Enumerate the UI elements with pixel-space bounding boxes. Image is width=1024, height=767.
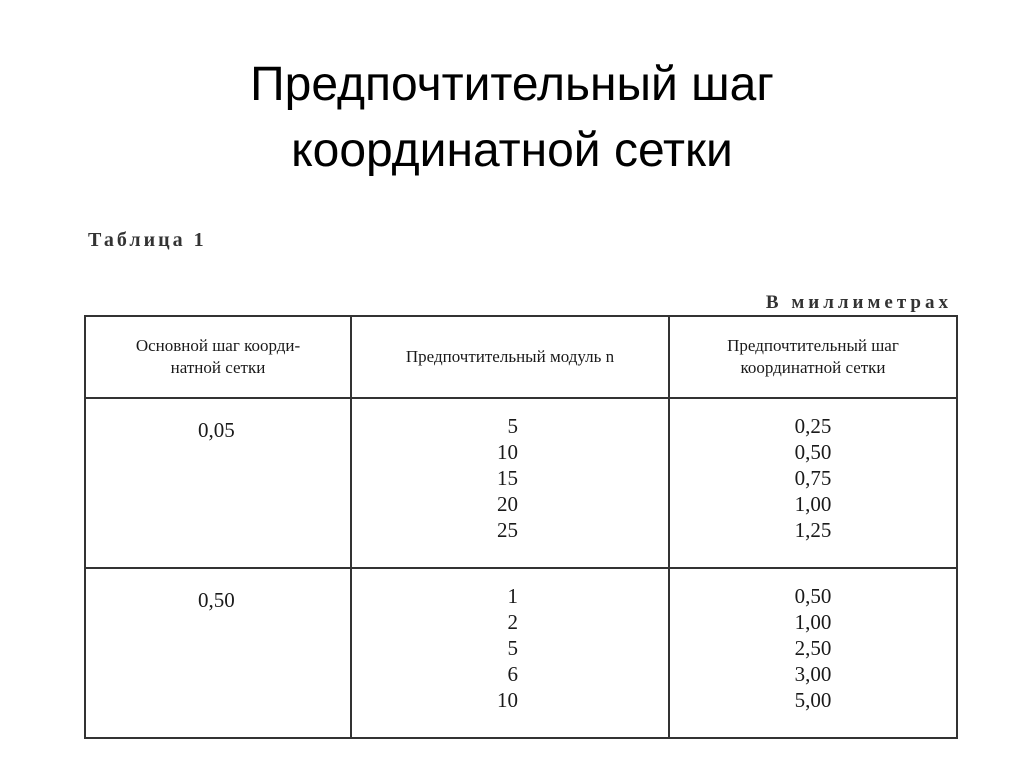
module-value: 5 bbox=[507, 636, 518, 660]
header-base-step-line-1: Основной шаг коорди- bbox=[135, 336, 301, 355]
header-base-step-line-2: натной сетки bbox=[170, 358, 266, 377]
slide-title-line-1: Предпочтительный шаг bbox=[250, 58, 774, 111]
header-preferred-step bbox=[669, 316, 957, 398]
preferred-step-value: 5,00 bbox=[794, 688, 832, 712]
preferred-step-value: 2,50 bbox=[794, 636, 832, 660]
module-value: 1 bbox=[507, 584, 518, 608]
module-cell bbox=[351, 398, 669, 568]
header-preferred-step-line-2: координатной сетки bbox=[740, 358, 886, 377]
table-caption: Таблица 1 bbox=[88, 229, 207, 251]
module-cell bbox=[351, 568, 669, 738]
preferred-step-value: 0,50 bbox=[794, 584, 832, 608]
module-value: 10 bbox=[497, 440, 518, 464]
module-value: 6 bbox=[507, 662, 518, 686]
preferred-step-cell bbox=[669, 398, 957, 568]
base-step-cell: 0,50 bbox=[85, 568, 351, 738]
table-row bbox=[85, 398, 957, 568]
preferred-step-value: 1,25 bbox=[794, 518, 832, 542]
preferred-step-cell bbox=[669, 568, 957, 738]
units-note: В миллиметрах bbox=[765, 292, 952, 313]
module-value: 2 bbox=[507, 610, 518, 634]
preferred-step-value: 0,75 bbox=[794, 466, 832, 490]
slide-title-line-2: координатной сетки bbox=[291, 124, 733, 177]
header-preferred-step-line-1: Предпочтительный шаг bbox=[727, 336, 899, 355]
module-value: 10 bbox=[497, 688, 518, 712]
preferred-step-value: 0,50 bbox=[794, 440, 832, 464]
base-step-cell: 0,05 bbox=[85, 398, 351, 568]
module-value: 25 bbox=[497, 518, 518, 542]
preferred-step-value: 3,00 bbox=[794, 662, 832, 686]
module-value: 15 bbox=[497, 466, 518, 490]
table-header-row bbox=[85, 316, 957, 398]
preferred-step-value: 1,00 bbox=[794, 610, 832, 634]
grid-step-table bbox=[84, 315, 958, 739]
table-row bbox=[85, 568, 957, 738]
header-base-step bbox=[85, 316, 351, 398]
module-value: 20 bbox=[497, 492, 518, 516]
header-module bbox=[351, 316, 669, 398]
module-value: 5 bbox=[507, 414, 518, 438]
header-module-label: Предпочтительный модуль n bbox=[405, 347, 615, 366]
preferred-step-value: 0,25 bbox=[794, 414, 832, 438]
preferred-step-value: 1,00 bbox=[794, 492, 832, 516]
